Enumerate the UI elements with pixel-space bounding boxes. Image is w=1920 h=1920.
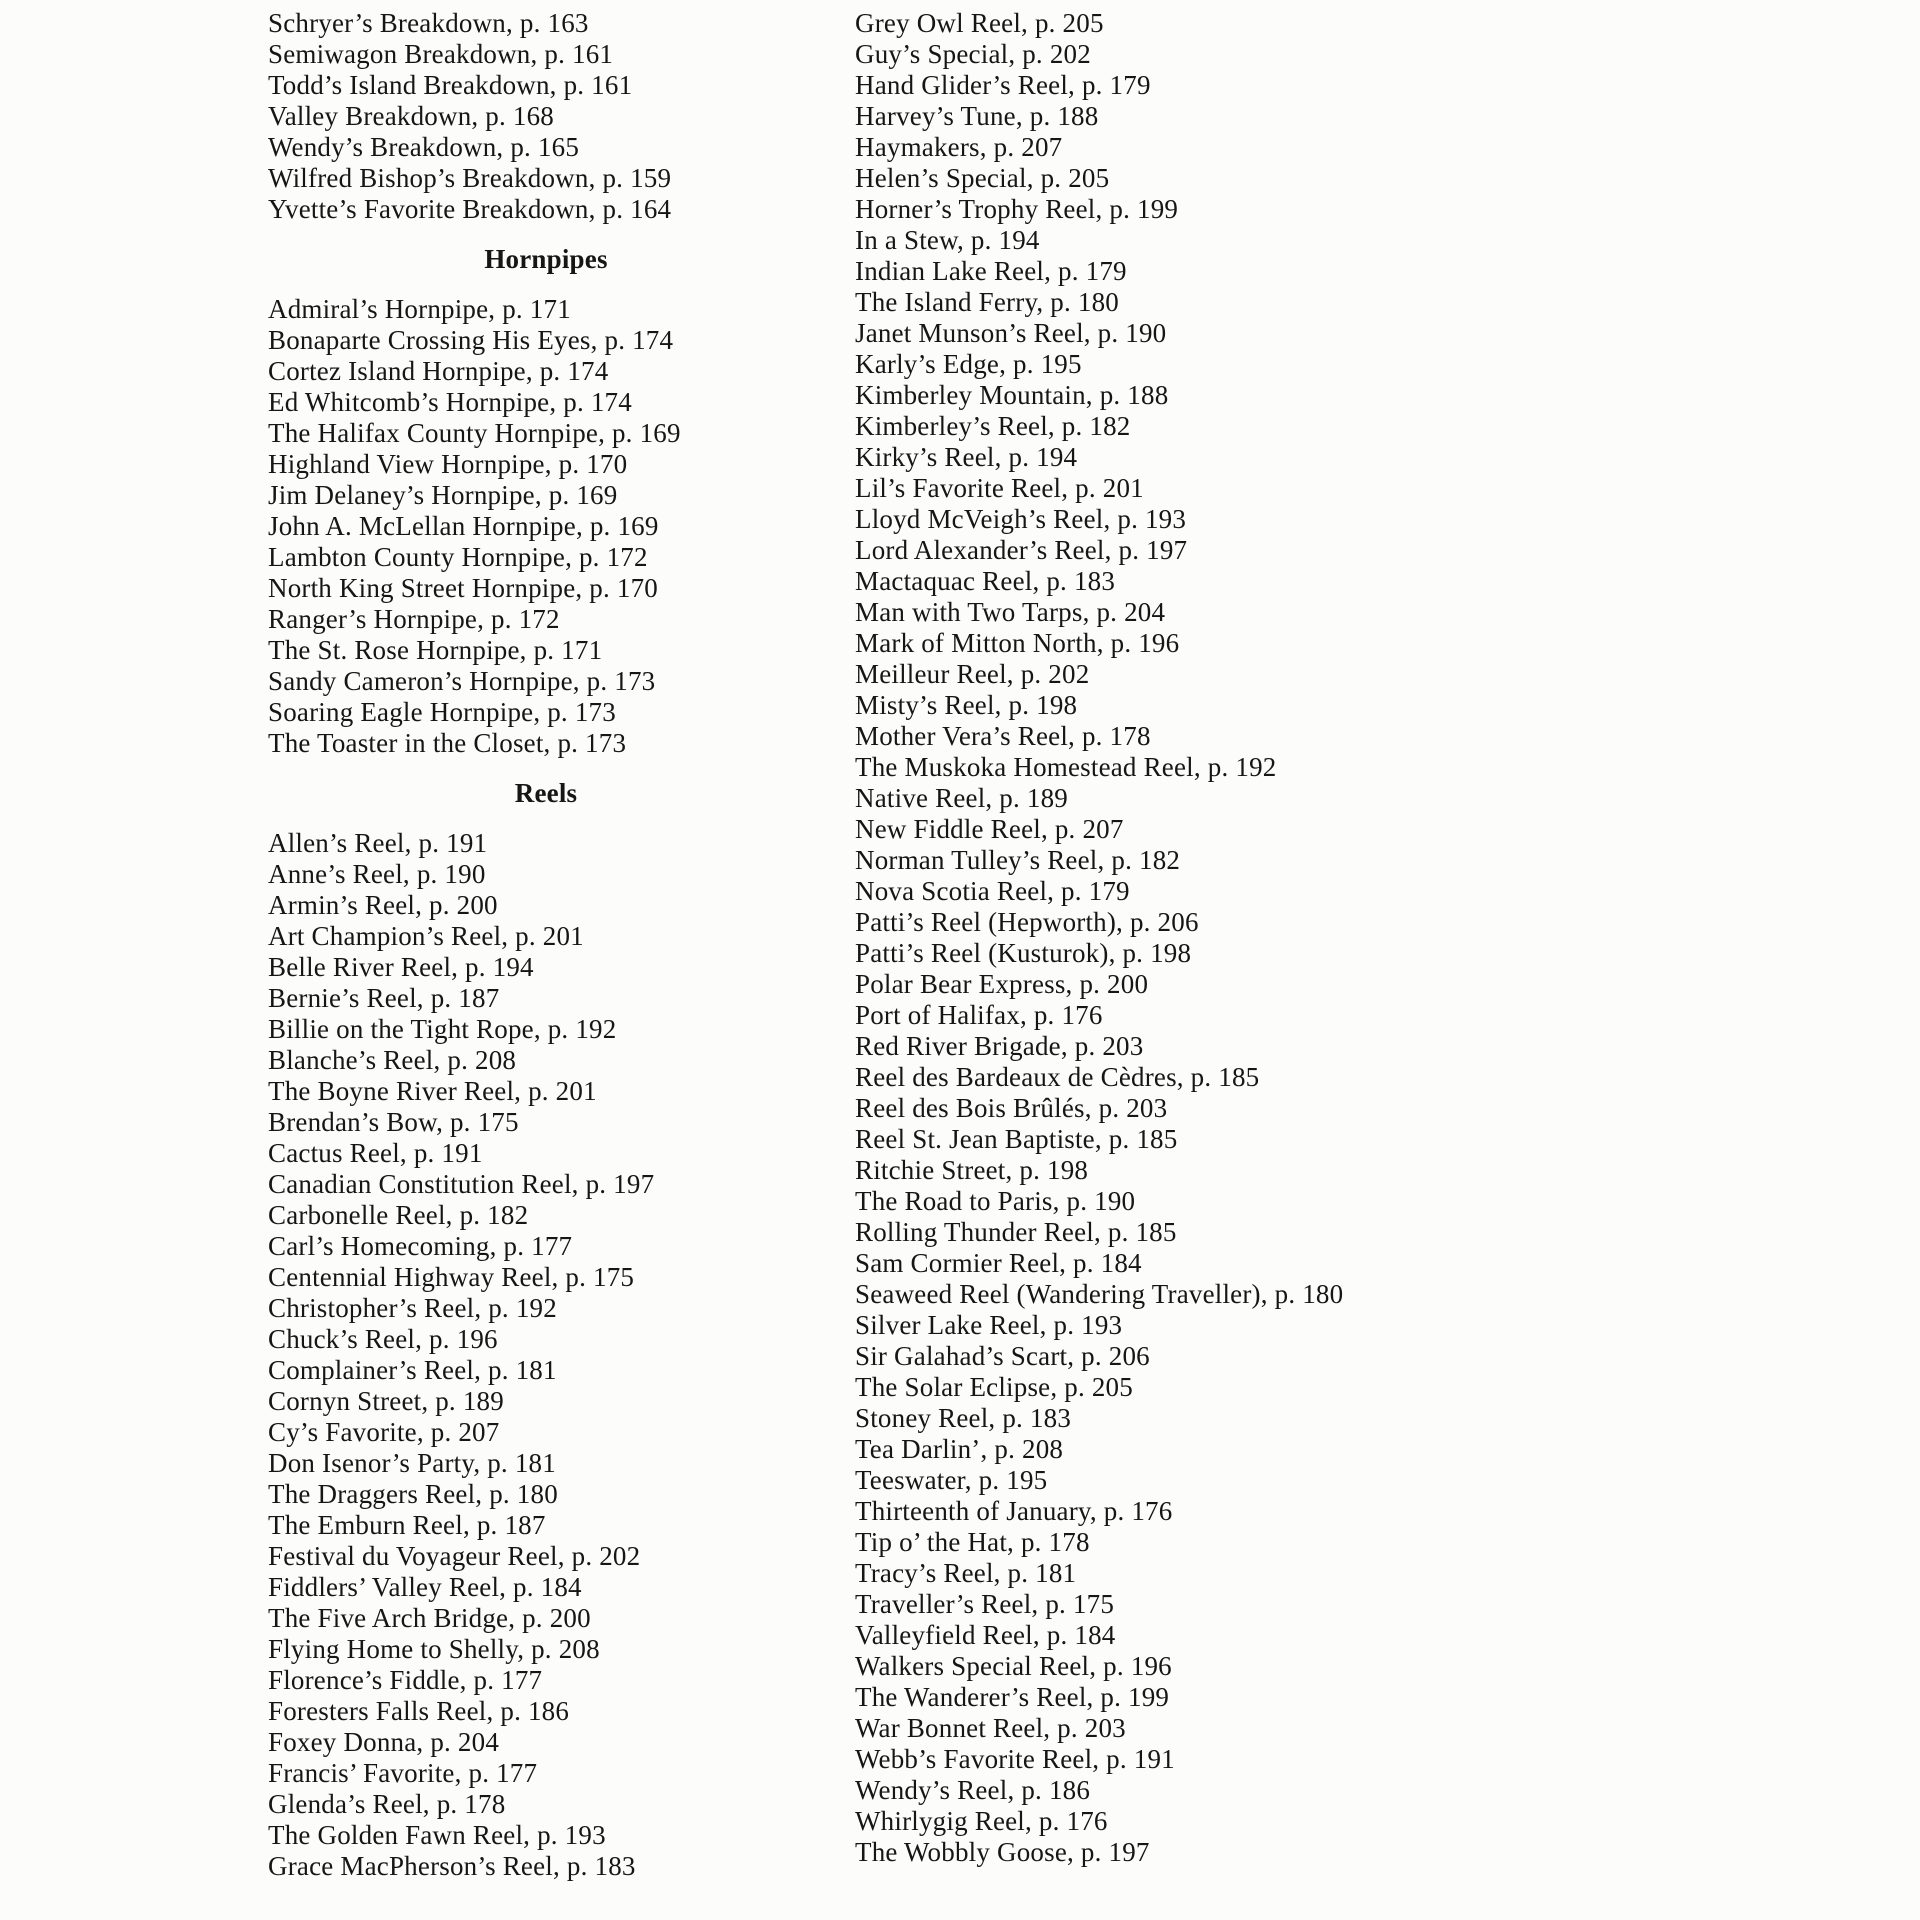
index-entry: Jim Delaney’s Hornpipe, p. 169	[268, 480, 618, 510]
index-entry: Armin’s Reel, p. 200	[268, 890, 498, 920]
index-column-right	[855, 8, 1475, 1868]
index-entry: The Wanderer’s Reel, p. 199	[855, 1682, 1170, 1712]
index-entry: Admiral’s Hornpipe, p. 171	[268, 294, 571, 324]
index-entry: Lord Alexander’s Reel, p. 197	[855, 535, 1188, 565]
index-entry: Red River Brigade, p. 203	[855, 1031, 1144, 1061]
index-entry: Patti’s Reel (Hepworth), p. 206	[855, 907, 1199, 937]
index-entry: The Draggers Reel, p. 180	[268, 1479, 558, 1509]
index-entry: Belle River Reel, p. 194	[268, 952, 534, 982]
index-entry: Wendy’s Reel, p. 186	[855, 1775, 1091, 1805]
index-entry: Allen’s Reel, p. 191	[268, 828, 488, 858]
index-entry: Art Champion’s Reel, p. 201	[268, 921, 584, 951]
index-entry: The Boyne River Reel, p. 201	[268, 1076, 597, 1106]
index-entry: New Fiddle Reel, p. 207	[855, 814, 1124, 844]
index-entry: Harvey’s Tune, p. 188	[855, 101, 1099, 131]
index-entry: Foxey Donna, p. 204	[268, 1727, 500, 1757]
index-entry: Reel St. Jean Baptiste, p. 185	[855, 1124, 1178, 1154]
index-entry: Wendy’s Breakdown, p. 165	[268, 132, 580, 162]
index-entry: Valley Breakdown, p. 168	[268, 101, 554, 131]
index-entry: Reel des Bardeaux de Cèdres, p. 185	[855, 1062, 1260, 1092]
index-entry: Francis’ Favorite, p. 177	[268, 1758, 538, 1788]
index-entry: Chuck’s Reel, p. 196	[268, 1324, 498, 1354]
index-entry: Valleyfield Reel, p. 184	[855, 1620, 1116, 1650]
index-entry: Todd’s Island Breakdown, p. 161	[268, 70, 633, 100]
index-entry: Thirteenth of January, p. 176	[855, 1496, 1173, 1526]
section-heading-hornpipes: Hornpipes	[484, 244, 608, 274]
index-entry: Centennial Highway Reel, p. 175	[268, 1262, 635, 1292]
index-entry: Indian Lake Reel, p. 179	[855, 256, 1127, 286]
index-entry: The Island Ferry, p. 180	[855, 287, 1119, 317]
index-entry: Man with Two Tarps, p. 204	[855, 597, 1166, 627]
section-heading-reels: Reels	[514, 778, 578, 808]
index-entry: Kirky’s Reel, p. 194	[855, 442, 1078, 472]
index-entry: Tea Darlin’, p. 208	[855, 1434, 1064, 1464]
index-entry: Flying Home to Shelly, p. 208	[268, 1634, 600, 1664]
index-entry: Glenda’s Reel, p. 178	[268, 1789, 506, 1819]
index-entry: The Road to Paris, p. 190	[855, 1186, 1136, 1216]
index-entry: Cy’s Favorite, p. 207	[268, 1417, 500, 1447]
index-entry: Guy’s Special, p. 202	[855, 39, 1091, 69]
index-entry: Ed Whitcomb’s Hornpipe, p. 174	[268, 387, 632, 417]
index-entry: The Five Arch Bridge, p. 200	[268, 1603, 591, 1633]
index-entry: Kimberley’s Reel, p. 182	[855, 411, 1131, 441]
index-entry: Grey Owl Reel, p. 205	[855, 8, 1104, 38]
index-entry: Rolling Thunder Reel, p. 185	[855, 1217, 1177, 1247]
index-entry: Nova Scotia Reel, p. 179	[855, 876, 1130, 906]
index-entry: Lil’s Favorite Reel, p. 201	[855, 473, 1144, 503]
index-entry: Traveller’s Reel, p. 175	[855, 1589, 1115, 1619]
index-entry: Native Reel, p. 189	[855, 783, 1068, 813]
index-entry: The Muskoka Homestead Reel, p. 192	[855, 752, 1277, 782]
index-entry: Teeswater, p. 195	[855, 1465, 1048, 1495]
index-entry: Bernie’s Reel, p. 187	[268, 983, 500, 1013]
index-entry: Brendan’s Bow, p. 175	[268, 1107, 519, 1137]
index-entry: Sam Cormier Reel, p. 184	[855, 1248, 1142, 1278]
index-entry: Horner’s Trophy Reel, p. 199	[855, 194, 1179, 224]
index-entry: Kimberley Mountain, p. 188	[855, 380, 1169, 410]
index-entry: Festival du Voyageur Reel, p. 202	[268, 1541, 641, 1571]
index-entry: Karly’s Edge, p. 195	[855, 349, 1082, 379]
index-entry: Polar Bear Express, p. 200	[855, 969, 1149, 999]
index-entry: Hand Glider’s Reel, p. 179	[855, 70, 1151, 100]
index-entry: Silver Lake Reel, p. 193	[855, 1310, 1123, 1340]
index-entry: Don Isenor’s Party, p. 181	[268, 1448, 556, 1478]
index-entry: Haymakers, p. 207	[855, 132, 1063, 162]
index-entry: Cactus Reel, p. 191	[268, 1138, 483, 1168]
index-entry: Stoney Reel, p. 183	[855, 1403, 1072, 1433]
index-entry: John A. McLellan Hornpipe, p. 169	[268, 511, 659, 541]
index-entry: Mother Vera’s Reel, p. 178	[855, 721, 1151, 751]
index-entry: Seaweed Reel (Wandering Traveller), p. 180	[855, 1279, 1344, 1309]
index-entry: Ranger’s Hornpipe, p. 172	[268, 604, 560, 634]
index-entry: Wilfred Bishop’s Breakdown, p. 159	[268, 163, 672, 193]
index-entry: Foresters Falls Reel, p. 186	[268, 1696, 570, 1726]
index-entry: Sandy Cameron’s Hornpipe, p. 173	[268, 666, 656, 696]
index-entry: Bonaparte Crossing His Eyes, p. 174	[268, 325, 674, 355]
index-entry: The St. Rose Hornpipe, p. 171	[268, 635, 603, 665]
index-entry: Anne’s Reel, p. 190	[268, 859, 486, 889]
index-entry: Complainer’s Reel, p. 181	[268, 1355, 557, 1385]
index-column-left	[268, 8, 824, 1882]
index-entry: Cortez Island Hornpipe, p. 174	[268, 356, 609, 386]
index-entry: Tracy’s Reel, p. 181	[855, 1558, 1077, 1588]
index-entry: Yvette’s Favorite Breakdown, p. 164	[268, 194, 672, 224]
index-entry: Semiwagon Breakdown, p. 161	[268, 39, 614, 69]
index-entry: The Solar Eclipse, p. 205	[855, 1372, 1133, 1402]
index-entry: The Wobbly Goose, p. 197	[855, 1837, 1150, 1867]
index-entry: The Halifax County Hornpipe, p. 169	[268, 418, 681, 448]
index-entry: The Toaster in the Closet, p. 173	[268, 728, 627, 758]
index-entry: Soaring Eagle Hornpipe, p. 173	[268, 697, 616, 727]
index-entry: Cornyn Street, p. 189	[268, 1386, 504, 1416]
index-entry: Billie on the Tight Rope, p. 192	[268, 1014, 617, 1044]
index-entry: The Emburn Reel, p. 187	[268, 1510, 546, 1540]
index-entry: Grace MacPherson’s Reel, p. 183	[268, 1851, 636, 1881]
index-entry: Janet Munson’s Reel, p. 190	[855, 318, 1167, 348]
index-entry: Carl’s Homecoming, p. 177	[268, 1231, 573, 1261]
index-entry: Webb’s Favorite Reel, p. 191	[855, 1744, 1175, 1774]
index-entry: Reel des Bois Brûlés, p. 203	[855, 1093, 1168, 1123]
index-entry: Canadian Constitution Reel, p. 197	[268, 1169, 655, 1199]
index-entry: Whirlygig Reel, p. 176	[855, 1806, 1108, 1836]
index-entry: In a Stew, p. 194	[855, 225, 1040, 255]
index-entry: Highland View Hornpipe, p. 170	[268, 449, 628, 479]
index-entry: Norman Tulley’s Reel, p. 182	[855, 845, 1181, 875]
index-entry: Meilleur Reel, p. 202	[855, 659, 1090, 689]
index-entry: Walkers Special Reel, p. 196	[855, 1651, 1172, 1681]
index-entry: Port of Halifax, p. 176	[855, 1000, 1103, 1030]
index-entry: Fiddlers’ Valley Reel, p. 184	[268, 1572, 582, 1602]
index-entry: North King Street Hornpipe, p. 170	[268, 573, 658, 603]
index-entry: Mactaquac Reel, p. 183	[855, 566, 1116, 596]
index-entry: Lambton County Hornpipe, p. 172	[268, 542, 648, 572]
index-entry: Ritchie Street, p. 198	[855, 1155, 1089, 1185]
index-entry: Lloyd McVeigh’s Reel, p. 193	[855, 504, 1187, 534]
index-entry: Schryer’s Breakdown, p. 163	[268, 8, 589, 38]
index-entry: Blanche’s Reel, p. 208	[268, 1045, 517, 1075]
index-entry: War Bonnet Reel, p. 203	[855, 1713, 1126, 1743]
index-entry: Florence’s Fiddle, p. 177	[268, 1665, 543, 1695]
index-entry: Carbonelle Reel, p. 182	[268, 1200, 529, 1230]
index-entry: Christopher’s Reel, p. 192	[268, 1293, 557, 1323]
index-entry: Tip o’ the Hat, p. 178	[855, 1527, 1090, 1557]
index-entry: The Golden Fawn Reel, p. 193	[268, 1820, 606, 1850]
index-entry: Mark of Mitton North, p. 196	[855, 628, 1180, 658]
index-entry: Misty’s Reel, p. 198	[855, 690, 1078, 720]
index-entry: Helen’s Special, p. 205	[855, 163, 1110, 193]
index-entry: Patti’s Reel (Kusturok), p. 198	[855, 938, 1192, 968]
index-entry: Sir Galahad’s Scart, p. 206	[855, 1341, 1150, 1371]
